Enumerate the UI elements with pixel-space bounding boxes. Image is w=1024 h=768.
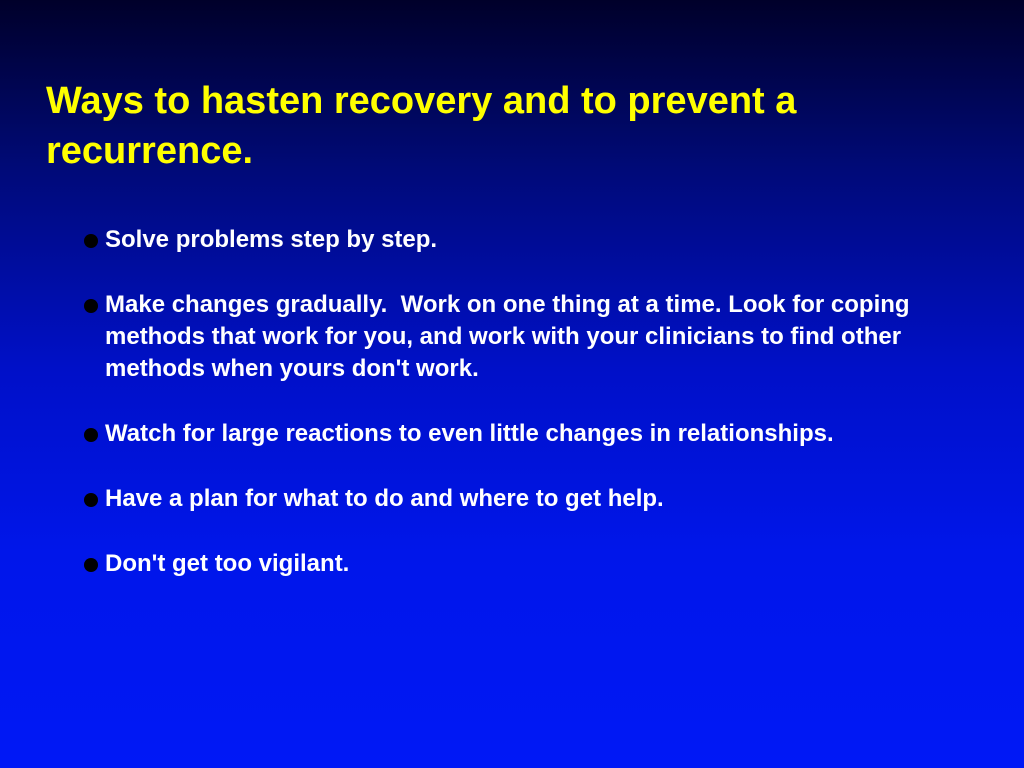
bullet-dot-icon <box>84 299 98 313</box>
bullet-item-watch-reactions <box>84 418 954 450</box>
bullet-list <box>84 224 954 613</box>
bullet-text: Solve problems step by step. <box>105 226 438 253</box>
bullet-item-not-vigilant <box>84 548 954 580</box>
bullet-dot-icon <box>84 493 98 507</box>
bullet-item-have-plan <box>84 483 954 515</box>
bullet-dot-icon <box>84 428 98 442</box>
bullet-text: Watch for large reactions to even little changes in relationships. <box>105 420 834 447</box>
bullet-dot-icon <box>84 234 98 248</box>
bullet-text: Make changes gradually. Work on one thing at a time. Look for coping methods that work for you, and work with your clinicians to find other methods when yours don't work. <box>105 291 917 382</box>
slide-title: Ways to hasten recovery and to prevent a recurrence. <box>46 80 797 172</box>
bullet-item-solve-problems <box>84 224 954 256</box>
bullet-item-make-changes <box>84 289 954 385</box>
bullet-text: Don't get too vigilant. <box>105 550 350 577</box>
bullet-text: Have a plan for what to do and where to get help. <box>105 485 664 512</box>
bullet-dot-icon <box>84 558 98 572</box>
